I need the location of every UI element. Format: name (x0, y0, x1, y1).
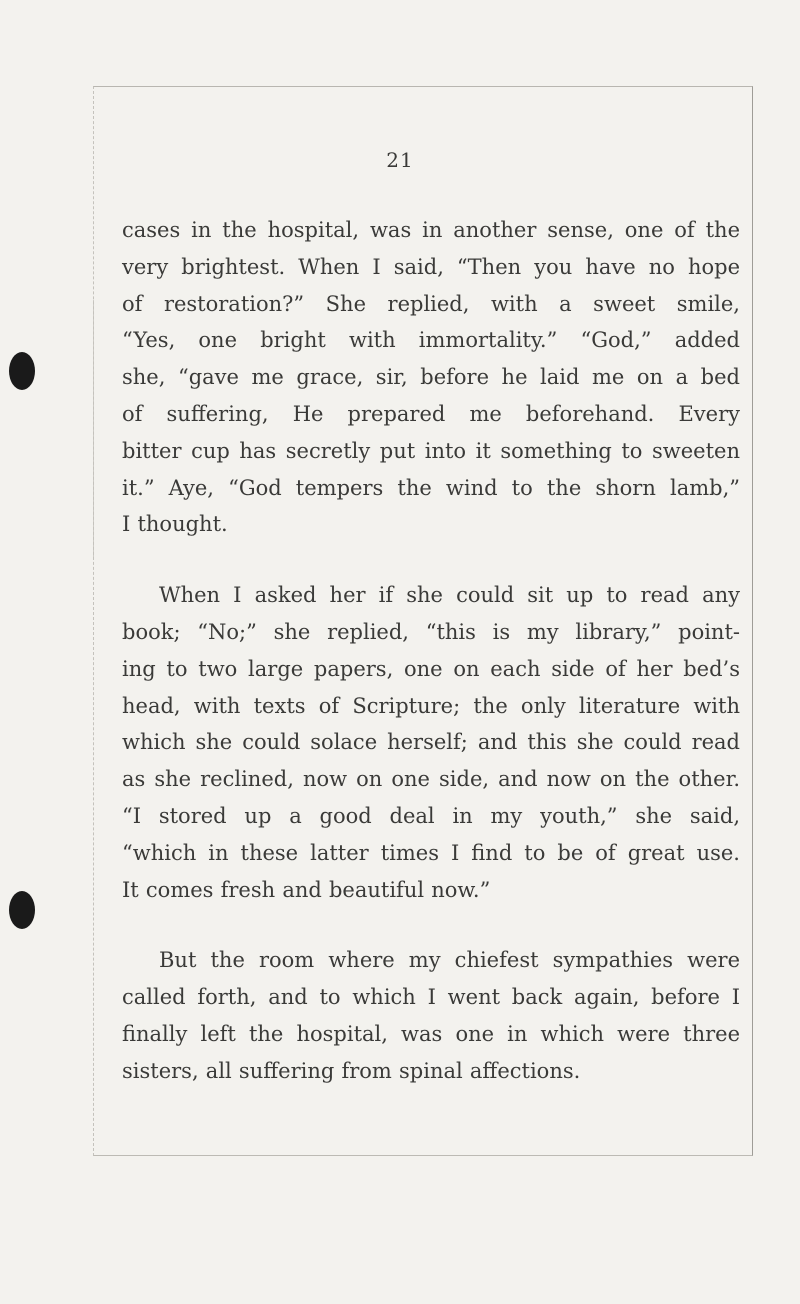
body-text (122, 212, 740, 1090)
text-line: “I stored up a good deal in my youth,” she said, (122, 803, 740, 828)
text-line: as she reclined, now on one side, and now on the other. (122, 767, 740, 792)
paragraph (122, 942, 740, 1089)
text-line: “Yes, one bright with immortality.” “God,” added (122, 328, 740, 353)
text-line: of restoration?” She replied, with a sweet smile, (122, 291, 740, 316)
text-line: of suffering, He prepared me beforehand. Every (122, 401, 740, 426)
text-line: “which in these latter times I find to be of great use. (122, 840, 740, 865)
text-line: head, with texts of Scripture; the only literature with (122, 693, 740, 718)
binding-hole (9, 352, 35, 390)
text-line: finally left the hospital, was one in which were three (122, 1021, 740, 1046)
text-line: it.” Aye, “God tempers the wind to the shorn lamb,” (122, 475, 740, 500)
text-line: cases in the hospital, was in another sense, one of the (122, 218, 740, 242)
text-line: I thought. (122, 512, 228, 537)
text-line: ing to two large papers, one on each side of her bed’s (122, 656, 740, 681)
text-line: bitter cup has secretly put into it something to sweeten (122, 438, 740, 463)
text-line: It comes fresh and beautiful now.” (122, 877, 491, 902)
paragraph (122, 212, 740, 543)
text-line: which she could solace herself; and this she could read (122, 730, 740, 755)
text-line: book; “No;” she replied, “this is my library,” point- (122, 619, 740, 644)
text-line: she, “gave me grace, sir, before he laid me on a bed (122, 365, 740, 390)
text-line: very brightest. When I said, “Then you have no hope (122, 254, 740, 279)
text-line: But the room where my chiefest sympathies were (159, 948, 740, 973)
binding-hole (9, 891, 35, 929)
text-line: When I asked her if she could sit up to read any (159, 583, 740, 608)
text-line: called forth, and to which I went back again, before I (122, 985, 740, 1010)
page-number: 21 (386, 148, 414, 172)
paragraph (122, 577, 740, 908)
text-line: sisters, all suffering from spinal affections. (122, 1058, 581, 1083)
